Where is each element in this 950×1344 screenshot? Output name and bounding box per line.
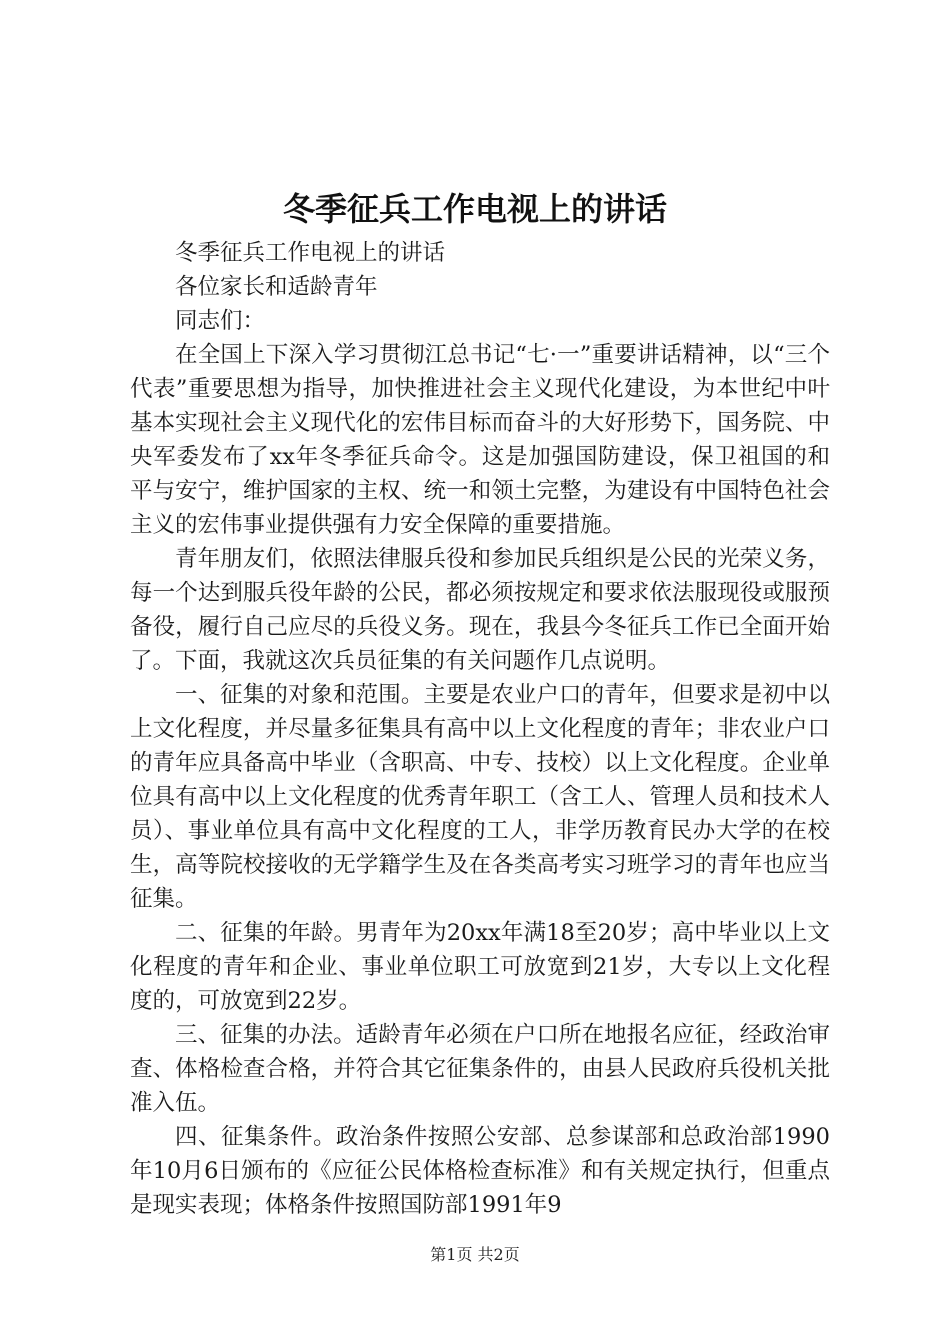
document-body [130, 236, 830, 1222]
paragraph-introduction: 在全国上下深入学习贯彻江总书记“七·一”重要讲话精神，以“三个代表”重要思想为指导，加快推进社会主义现代化建设，为本世纪中叶基本实现社会主义现代化的宏伟目标而奋斗的大好形势下，国务院、中央军委发布了xx年冬季征兵命令。这是加强国防建设，保卫祖国的和平与安宁，维护国家的主权、统一和领土完整，为建设有中国特色社会主义的宏伟事业提供强有力安全保障的重要措施。 [130, 342, 830, 538]
paragraph-section-2: 二、征集的年龄。男青年为20xx年满18至20岁；高中毕业以上文化程度的青年和企业、事业单位职工可放宽到21岁，大专以上文化程度的，可放宽到22岁。 [130, 920, 830, 1014]
page-footer: 第1页 共2页 [430, 1245, 520, 1264]
paragraph-salutation-comrades: 同志们： [175, 308, 266, 334]
paragraph-subtitle: 冬季征兵工作电视上的讲话 [175, 240, 446, 266]
paragraph-section-4: 四、征集条件。政治条件按照公安部、总参谋部和总政治部1990年10月6日颁布的《应征公民体格检查标准》和有关规定执行，但重点是现实表现；体格条件按照国防部1991年9 [130, 1124, 830, 1218]
paragraph-section-1: 一、征集的对象和范围。主要是农业户口的青年，但要求是初中以上文化程度，并尽量多征集具有高中以上文化程度的青年；非农业户口的青年应具备高中毕业（含职高、中专、技校）以上文化程度。企业单位具有高中以上文化程度的优秀青年职工（含工人、管理人员和技术人员）、事业单位具有高中文化程度的工人，非学历教育民办大学的在校生，高等院校接收的无学籍学生及在各类高考实习班学习的青年也应当征集。 [130, 682, 830, 912]
paragraph-salutation-audience: 各位家长和适龄青年 [175, 274, 378, 300]
paragraph-obligation: 青年朋友们，依照法律服兵役和参加民兵组织是公民的光荣义务，每一个达到服兵役年龄的公民，都必须按规定和要求依法服现役或服预备役，履行自己应尽的兵役义务。现在，我县今冬征兵工作已全面开始了。下面，我就这次兵员征集的有关问题作几点说明。 [130, 546, 830, 674]
document-title: 冬季征兵工作电视上的讲话 [282, 190, 667, 228]
paragraph-section-3: 三、征集的办法。适龄青年必须在户口所在地报名应征，经政治审查、体格检查合格，并符合其它征集条件的，由县人民政府兵役机关批准入伍。 [130, 1022, 830, 1116]
